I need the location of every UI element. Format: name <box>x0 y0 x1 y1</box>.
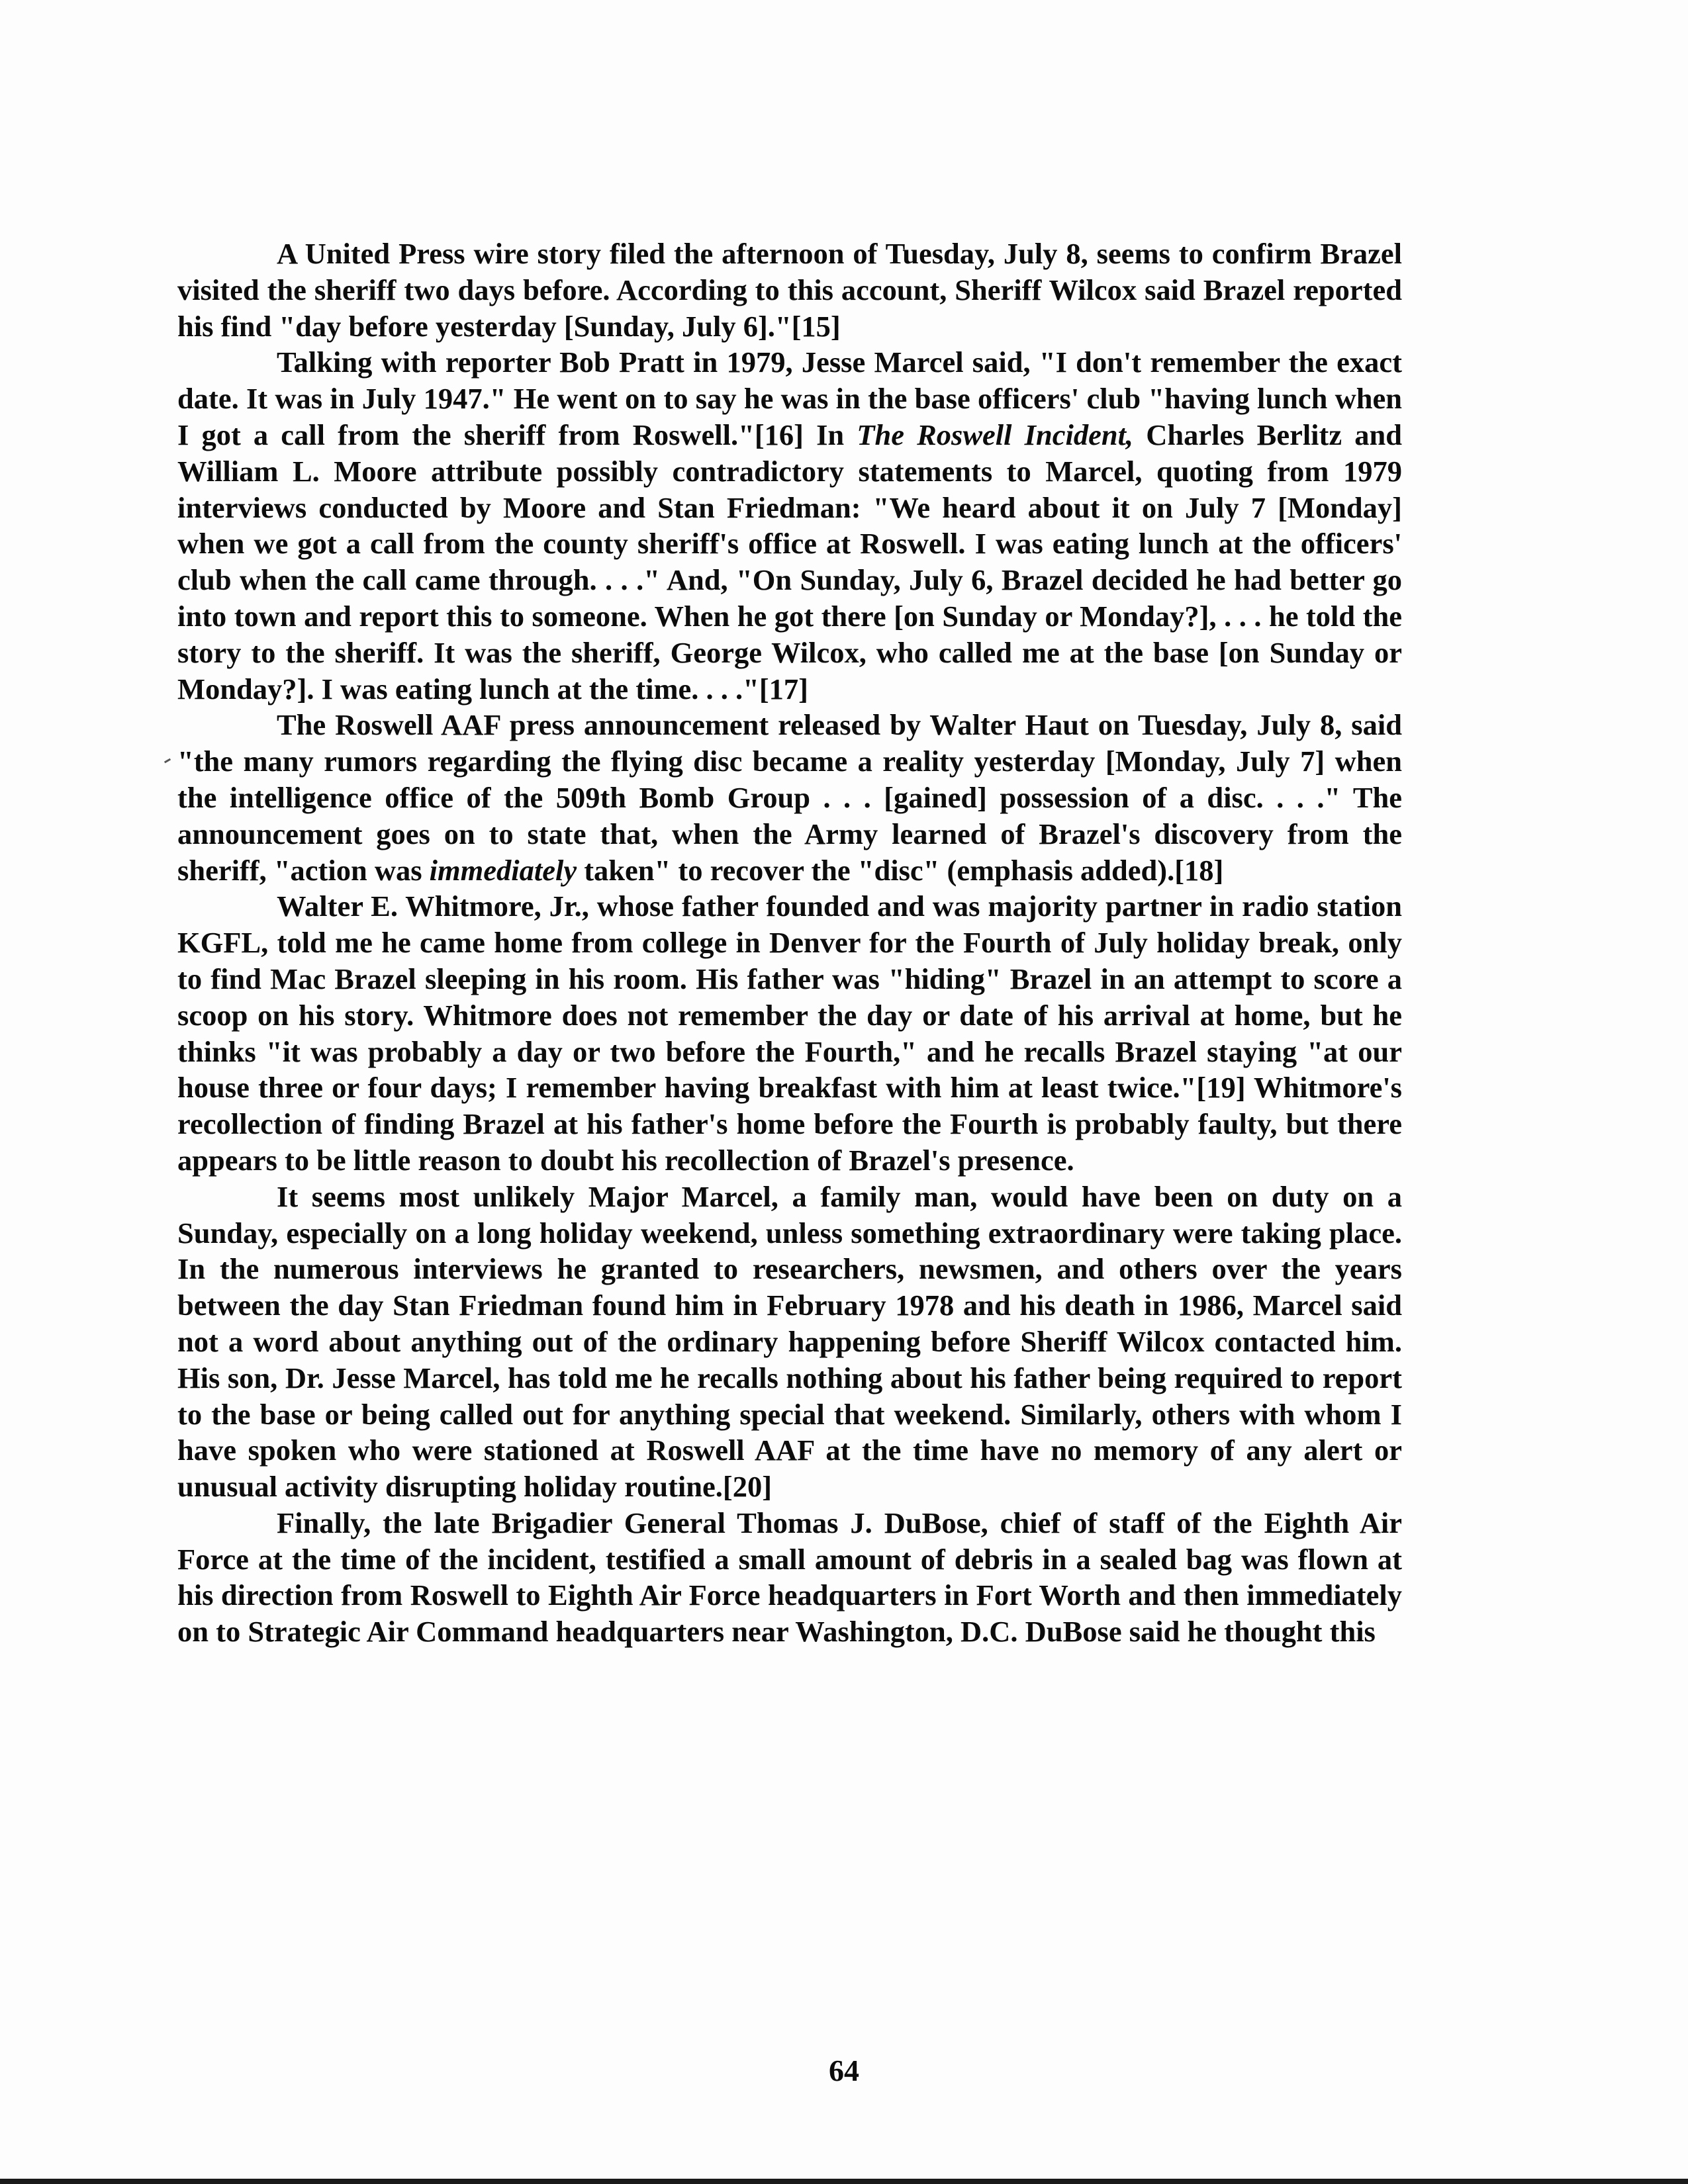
paragraph: Talking with reporter Bob Pratt in 1979, Jesse Marcel said, "I don't remember the exact date. It was in July 1947." He went on to say he was in the base officers' club "having lunch when I got a call from the sheriff from Roswell."[16] In The Roswell Incident, Charles Berlitz and William L. Moore attribute possibly contradictory statements to Marcel, quoting from 1979 interviews conducted by Moore and Stan Friedman: "We heard about it on July 7 [Monday] when we got a call from the county sheriff's office at Roswell. I was eating lunch at the officers' club when the call came through. . . ." And, "On Sunday, July 6, Brazel decided he had better go into town and report this to someone. When he got there [on Sunday or Monday?], . . . he told the story to the sheriff. It was the sheriff, George Wilcox, who called me at the base [on Sunday or Monday?]. I was eating lunch at the time. . . ."[17] <box>177 345 1402 705</box>
paragraph: Walter E. Whitmore, Jr., whose father founded and was majority partner in radio station KGFL, told me he came home from college in Denver for the Fourth of July holiday break, only to find Mac Brazel sleeping in his room. His father was "hiding" Brazel in an attempt to score a scoop on his story. Whitmore does not remember the day or date of his arrival at home, but he thinks "it was probably a day or two before the Fourth," and he recalls Brazel staying "at our house three or four days; I remember having breakfast with him at least twice."[19] Whitmore's recollection of finding Brazel at his father's home before the Fourth is probably faulty, but there appears to be little reason to doubt his recollection of Brazel's presence. <box>177 889 1402 1177</box>
emphasized-word: immediately <box>429 853 577 887</box>
body-text <box>177 236 1402 1650</box>
book-title: The Roswell Incident, <box>857 418 1134 451</box>
paragraph: Finally, the late Brigadier General Thomas J. DuBose, chief of staff of the Eighth Air Force at the time of the incident, testified a small amount of debris in a sealed bag was flown at his direction from Roswell to Eighth Air Force headquarters in Fort Worth and then immediately on to Strategic Air Command headquarters near Washington, D.C. DuBose said he thought this <box>177 1506 1402 1649</box>
paragraph: It seems most unlikely Major Marcel, a family man, would have been on duty on a Sunday, especially on a long holiday weekend, unless something extraordinary were taking place. In the numerous interviews he granted to researchers, newsmen, and others over the years between the day Stan Friedman found him in February 1978 and his death in 1986, Marcel said not a word about anything out of the ordinary happening before Sheriff Wilcox contacted him. His son, Dr. Jesse Marcel, has told me he recalls nothing about his father being required to report to the base or being called out for anything special that weekend. Similarly, others with whom I have spoken who were stationed at Roswell AAF at the time have no memory of any alert or unusual activity disrupting holiday routine.[20] <box>177 1179 1402 1504</box>
page-number: 64 <box>829 2054 859 2087</box>
paragraph: The Roswell AAF press announcement released by Walter Haut on Tuesday, July 8, said "the many rumors regarding the flying disc became a reality yesterday [Monday, July 7] when the intelligence office of the 509th Bomb Group . . . [gained] possession of a disc. . . ." The announcement goes on to state that, when the Army learned of Brazel's discovery from the sheriff, "action was immediately taken" to recover the "disc" (emphasis added).[18] <box>177 708 1402 887</box>
paragraph: A United Press wire story filed the afternoon of Tuesday, July 8, seems to confirm Brazel visited the sheriff two days before. According to this account, Sheriff Wilcox said Brazel reported his find "day before yesterday [Sunday, July 6]."[15] <box>177 237 1402 343</box>
scan-bottom-edge <box>0 2179 1688 2184</box>
margin-mark <box>164 758 171 764</box>
